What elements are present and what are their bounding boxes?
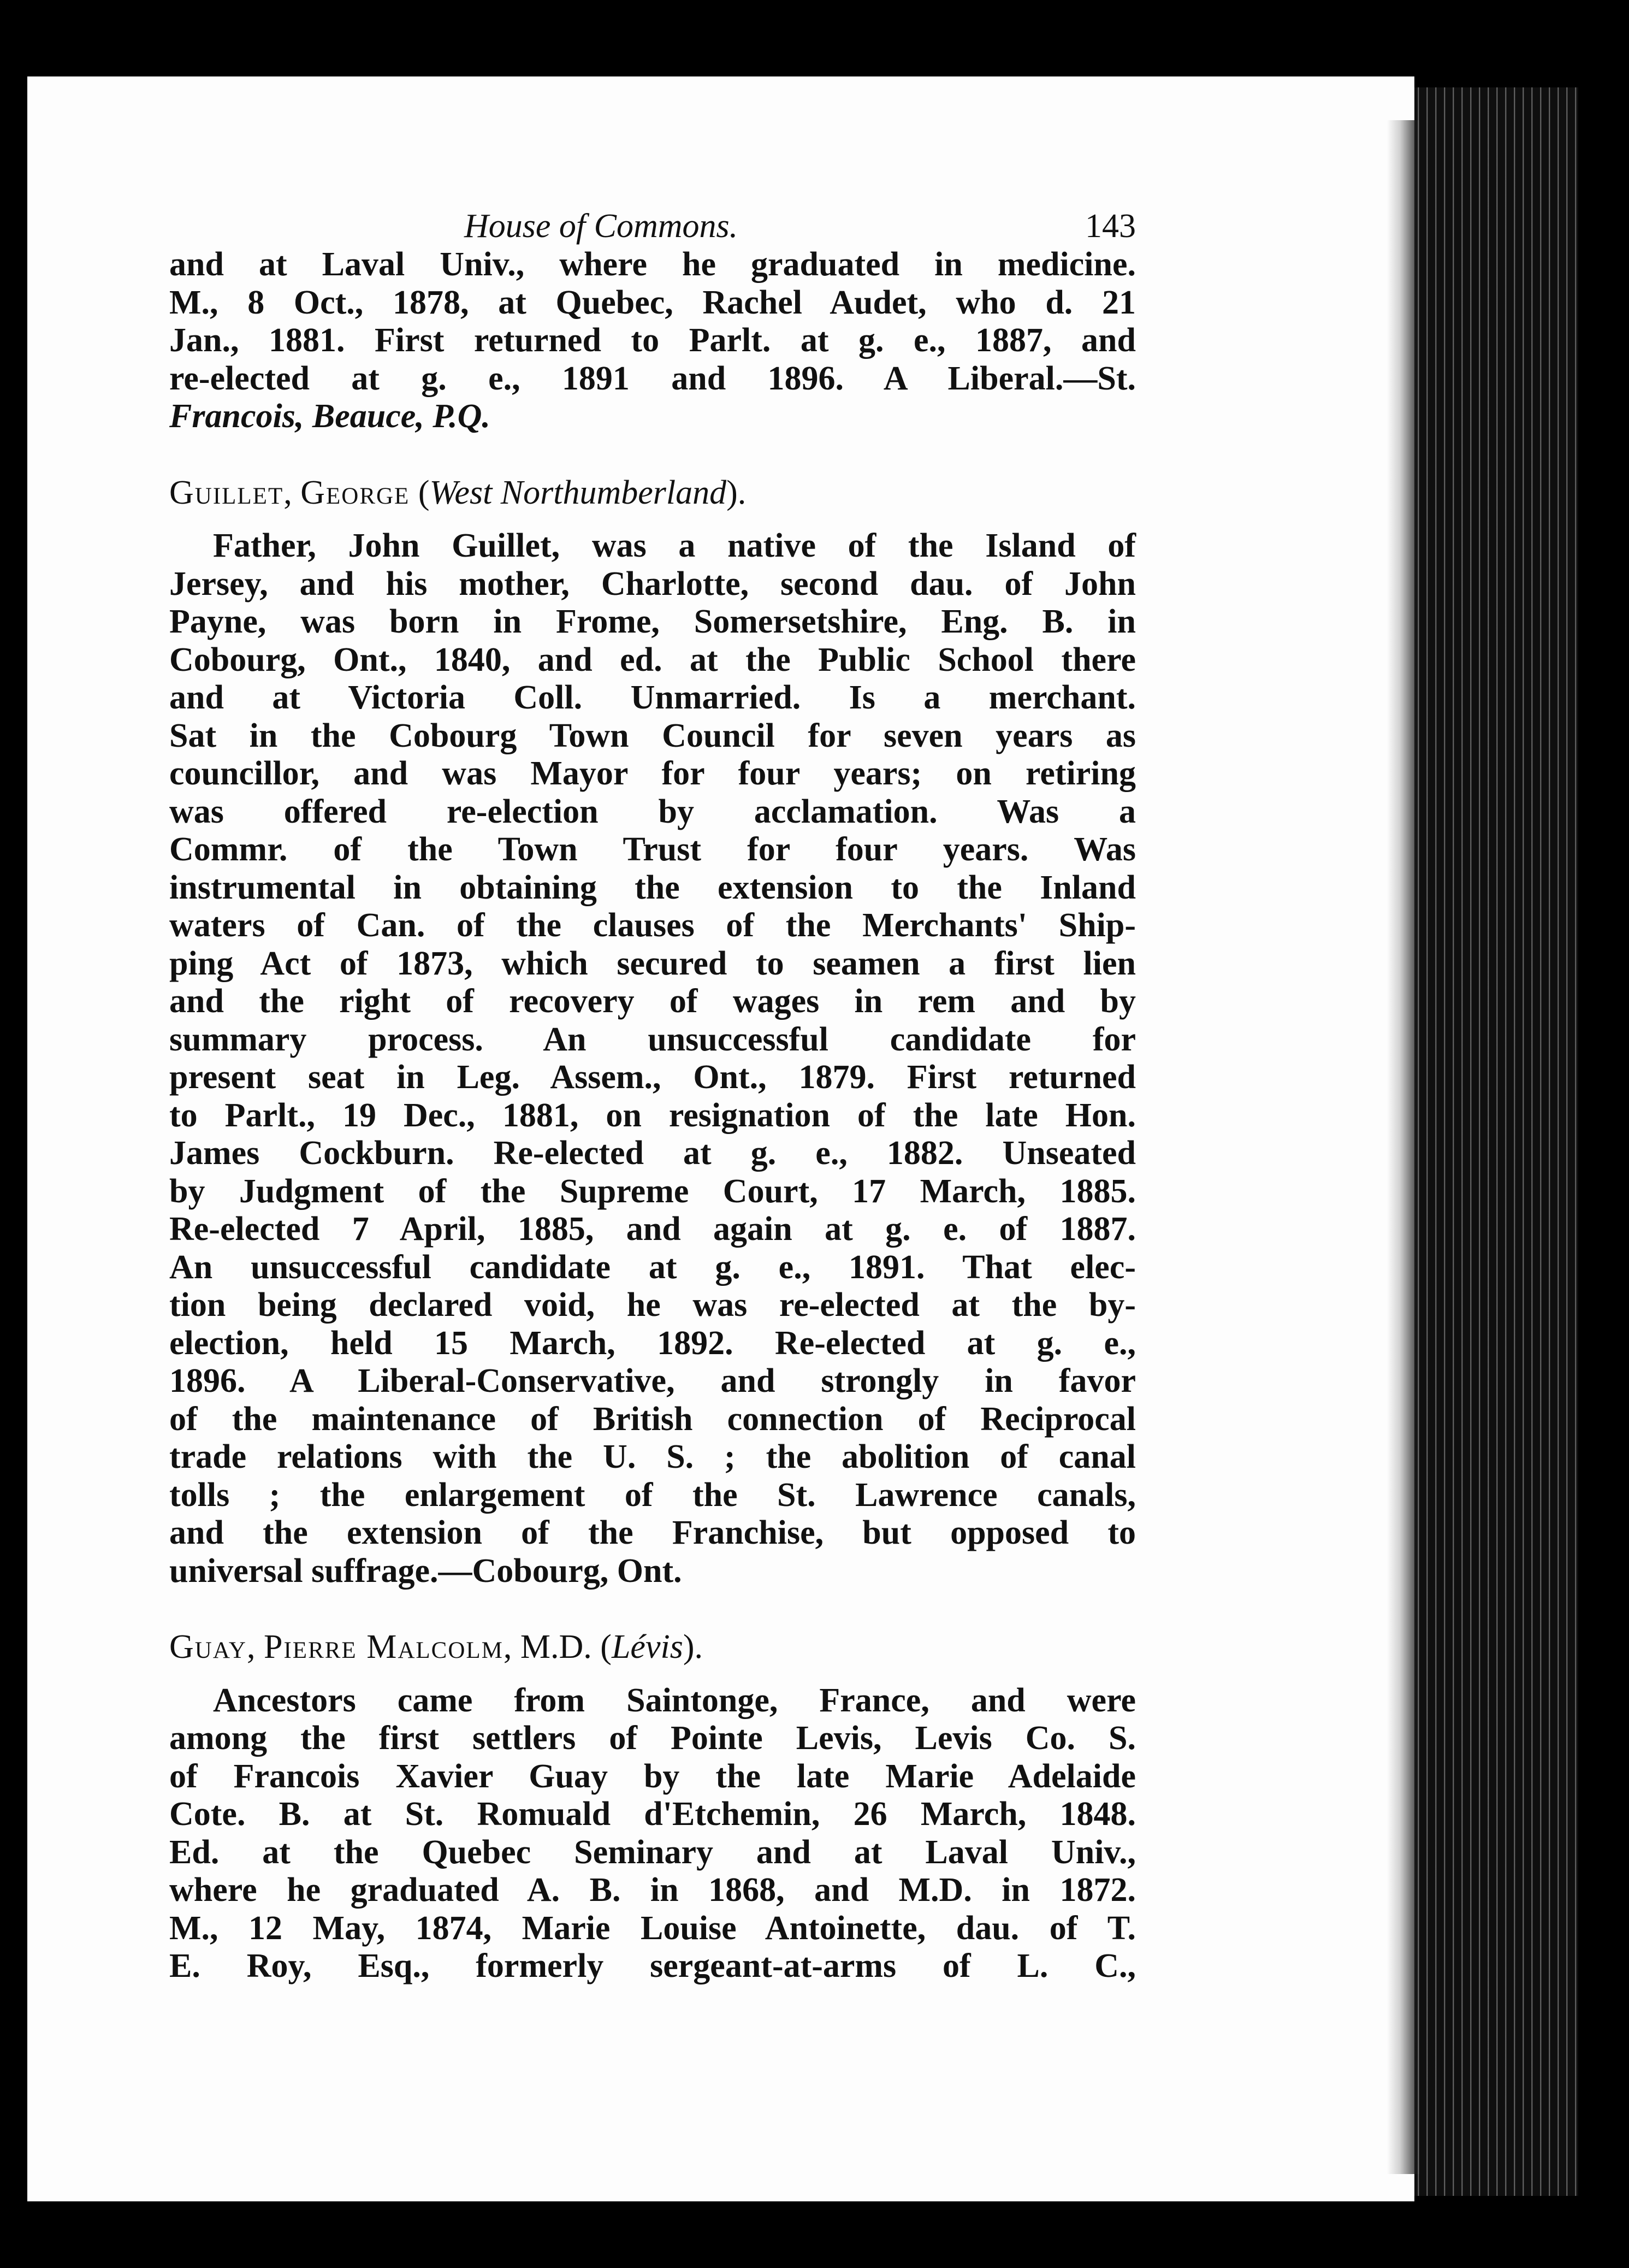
text-line: Re-elected 7 April, 1885, and again at g. e. of 1887.: [169, 1210, 1136, 1248]
text-line: of Francois Xavier Guay by the late Marie Adelaide: [169, 1757, 1136, 1795]
text-line: M., 12 May, 1874, Marie Louise Antoinette, dau. of T.: [169, 1909, 1136, 1947]
text-line: tion being declared void, he was re-elected at the by-: [169, 1286, 1136, 1324]
entry-given-name: George: [300, 474, 410, 511]
text-line: 1896. A Liberal-Conservative, and strongly in favor: [169, 1362, 1136, 1399]
text-line: and at Laval Univ., where he graduated in medicine.: [169, 246, 1136, 283]
text-line: Jersey, and his mother, Charlotte, second dau. of John: [169, 565, 1136, 603]
text-line: M., 8 Oct., 1878, at Quebec, Rachel Audet, who d. 21: [169, 284, 1136, 321]
text-line: Payne, was born in Frome, Somersetshire, Eng. B. in: [169, 603, 1136, 640]
text-line: universal suffrage.—Cobourg, Ont.: [169, 1552, 682, 1590]
page-text: [169, 197, 1136, 1986]
text-line: was offered re-election by acclamation. Was a: [169, 793, 1136, 830]
text-line: tolls ; the enlargement of the St. Lawrence canals,: [169, 1476, 1136, 1514]
entry-body-guay: [169, 1682, 1136, 1986]
text-line: of the maintenance of British connection of Reciprocal: [169, 1400, 1136, 1438]
text-line: trade relations with the U. S. ; the abolition of canal: [169, 1438, 1136, 1475]
text-line: present seat in Leg. Assem., Ont., 1879. First returned: [169, 1059, 1136, 1096]
entry-heading-guay: Guay, Pierre Malcolm, M.D. (Lévis).: [169, 1628, 703, 1665]
entry-surname: Guillet: [169, 474, 284, 511]
text-line: summary process. An unsuccessful candidate for: [169, 1020, 1136, 1058]
text-line: Cote. B. at St. Romuald d'Etchemin, 26 March, 1848.: [169, 1796, 1136, 1833]
text-line: James Cockburn. Re-elected at g. e., 1882. Unseated: [169, 1135, 1136, 1172]
text-line: Father, John Guillet, was a native of the Island of: [213, 527, 1136, 564]
running-head: House of Commons.: [464, 208, 738, 245]
text-line: Jan., 1881. First returned to Parlt. at g. e., 1887, and: [169, 322, 1136, 359]
text-line: Francois, Beauce, P.Q.: [169, 398, 490, 435]
text-line: and at Victoria Coll. Unmarried. Is a merchant.: [169, 679, 1136, 716]
entry-body-guillet: [169, 527, 1136, 1590]
text-line: E. Roy, Esq., formerly sergeant-at-arms of L. C.,: [169, 1947, 1136, 1984]
page-header: [169, 197, 1136, 246]
entry-constituency: Lévis: [611, 1628, 683, 1665]
text-line: re-elected at g. e., 1891 and 1896. A Liberal.—St.: [169, 359, 1136, 397]
text-line: among the first settlers of Pointe Levis, Levis Co. S.: [169, 1720, 1136, 1757]
text-line: election, held 15 March, 1892. Re-elected at g. e.,: [169, 1324, 1136, 1362]
text-line: Commr. of the Town Trust for four years. Was: [169, 831, 1136, 868]
text-line: An unsuccessful candidate at g. e., 1891. That elec-: [169, 1248, 1136, 1286]
text-line: ping Act of 1873, which secured to seamen a first lien: [169, 944, 1136, 982]
page-number: 143: [1085, 208, 1136, 245]
text-line: waters of Can. of the clauses of the Merchants' Ship-: [169, 907, 1136, 944]
text-line: and the right of recovery of wages in rem and by: [169, 983, 1136, 1020]
text-line: Cobourg, Ont., 1840, and ed. at the Public School there: [169, 641, 1136, 678]
text-line: to Parlt., 19 Dec., 1881, on resignation of the late Hon.: [169, 1096, 1136, 1134]
entry-given-name: Pierre Malcolm: [264, 1628, 503, 1665]
entry-degree: M.D.: [520, 1628, 592, 1665]
book-edge: [1414, 87, 1578, 2196]
text-line: councillor, and was Mayor for four years; on retiring: [169, 755, 1136, 792]
text-line: Sat in the Cobourg Town Council for seven years as: [169, 717, 1136, 754]
text-line: Ancestors came from Saintonge, France, and were: [213, 1681, 1136, 1719]
continuation-paragraph: [169, 246, 1136, 436]
text-line: Ed. at the Quebec Seminary and at Laval Univ.,: [169, 1833, 1136, 1871]
entry-heading-guillet: Guillet, George (West Northumberland).: [169, 474, 747, 511]
text-line: by Judgment of the Supreme Court, 17 March, 1885.: [169, 1172, 1136, 1210]
text-line: instrumental in obtaining the extension to the Inland: [169, 869, 1136, 906]
text-line: and the extension of the Franchise, but opposed to: [169, 1514, 1136, 1551]
text-line: where he graduated A. B. in 1868, and M.D. in 1872.: [169, 1871, 1136, 1909]
entry-surname: Guay: [169, 1628, 247, 1665]
entry-constituency: West Northumberland: [429, 474, 727, 511]
